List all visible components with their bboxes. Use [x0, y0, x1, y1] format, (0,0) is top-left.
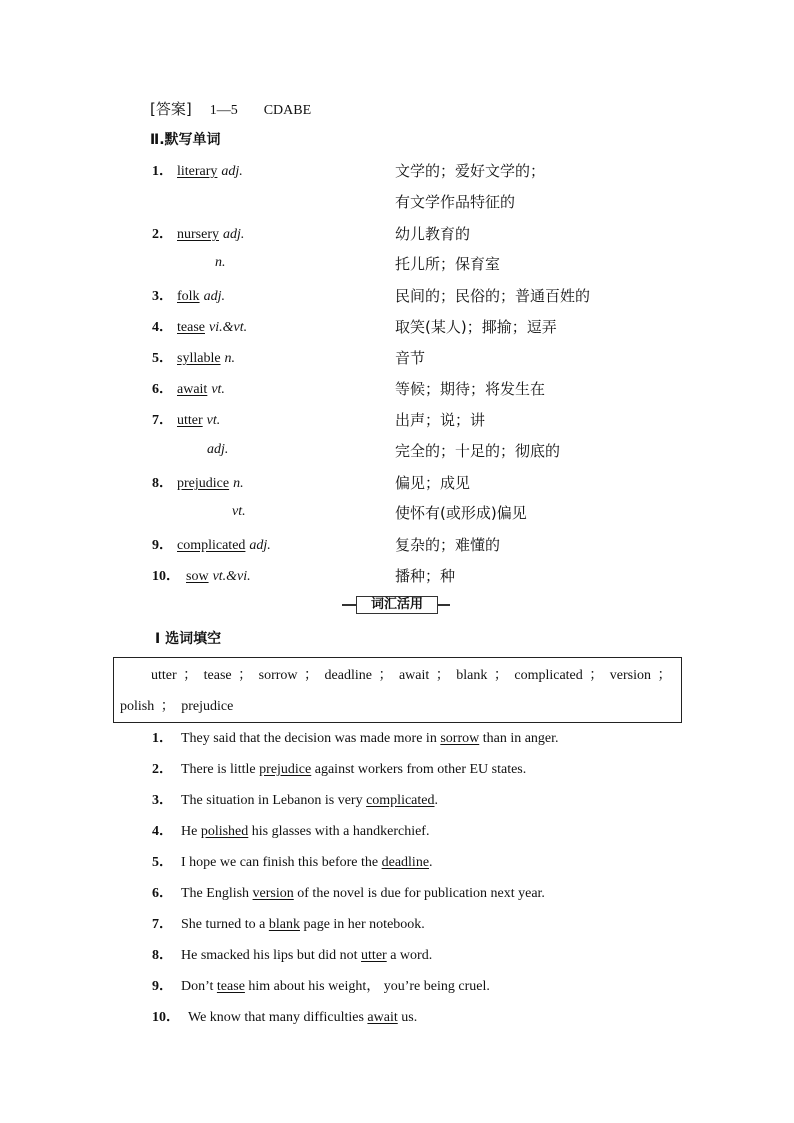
answer-value: CDABE — [263, 103, 312, 118]
vocab-row: 9． complicated adj. — [152, 538, 271, 553]
banner-label: 词汇活用 — [356, 596, 438, 614]
vocab-meaning: 出声；说；讲 — [395, 411, 486, 429]
section-banner — [342, 596, 450, 614]
vocab-row: 1． literary adj. — [152, 164, 243, 179]
vocab-meaning: 取笑(某人)；揶揄；逗弄 — [395, 318, 557, 336]
answer-blank: utter — [361, 948, 387, 963]
sentence-item: 3． The situation in Lebanon is very complicated. — [152, 793, 438, 808]
answer-blank: polished — [200, 824, 249, 839]
answer-blank: prejudice — [259, 762, 312, 777]
word-bank-line: polish ； prejudice — [120, 699, 234, 714]
answer-tag: [答案] — [150, 100, 192, 118]
vocab-meaning: 音节 — [395, 349, 426, 367]
vocab-meaning: 幼儿教育的 — [395, 225, 471, 243]
answer-blank: tease — [216, 979, 245, 994]
sentence-item: 1． They said that the decision was made more in sorrow than in anger. — [152, 731, 559, 746]
answer-blank: complicated — [366, 793, 435, 808]
vocab-meaning: 有文学作品特征的 — [395, 193, 516, 211]
answer-blank: sorrow — [440, 731, 480, 746]
banner-line-right — [436, 604, 450, 606]
vocab-row: 4． tease vi.&vt. — [152, 320, 248, 335]
vocab-meaning: 文学的；爱好文学的； — [395, 162, 546, 180]
sentence-item: 10． We know that many difficulties await us. — [152, 1010, 418, 1025]
sentence-item: 5． I hope we can finish this before the deadline. — [152, 855, 433, 870]
answer-line — [150, 98, 311, 119]
vocab-row: 6． await vt. — [152, 382, 225, 397]
answer-blank: blank — [268, 917, 300, 932]
word-bank-line: utter ； tease ； sorrow ； deadline ； await ； blank ； complicated ； version ； — [151, 668, 672, 683]
section-title-dictation: Ⅱ.默写单词 — [150, 132, 221, 148]
vocab-meaning: 民间的；民俗的；普通百姓的 — [395, 287, 591, 305]
vocab-pos: vt. — [232, 504, 246, 519]
sentence-item: 9． Don’t tease him about his weight， you’re being cruel. — [152, 979, 490, 994]
vocab-row: 8． prejudice n. — [152, 476, 244, 491]
banner-line-left — [342, 604, 356, 606]
word-bank-box — [113, 657, 682, 723]
vocab-row: 10． sow vt.&vi. — [152, 569, 251, 584]
vocab-meaning: 托儿所；保育室 — [395, 255, 501, 273]
vocab-meaning: 复杂的；难懂的 — [395, 536, 501, 554]
sentence-item: 2． There is little prejudice against workers from other EU states. — [152, 762, 527, 777]
sentence-item: 7． She turned to a blank page in her notebook. — [152, 917, 425, 932]
sentence-item: 4． He polished his glasses with a handkerchief. — [152, 824, 430, 839]
sentence-item: 6． The English version of the novel is due for publication next year. — [152, 886, 545, 901]
vocab-row: 7． utter vt. — [152, 413, 221, 428]
vocab-meaning: 播种；种 — [395, 567, 456, 585]
vocab-meaning: 完全的；十足的；彻底的 — [395, 442, 561, 460]
vocab-pos: adj. — [207, 442, 229, 457]
vocab-pos: n. — [215, 255, 226, 270]
sentence-item: 8． He smacked his lips but did not utter a word. — [152, 948, 433, 963]
answer-blank: await — [367, 1010, 398, 1025]
answer-blank: version — [252, 886, 294, 901]
answer-blank: deadline — [381, 855, 430, 870]
vocab-meaning: 等候；期待；将发生在 — [395, 380, 546, 398]
answer-range: 1—5 — [209, 103, 238, 118]
vocab-meaning: 使怀有(或形成)偏见 — [395, 504, 527, 522]
vocab-row: 2． nursery adj. — [152, 227, 245, 242]
section-title-fill-in: Ⅰ 选词填空 — [155, 631, 222, 647]
vocab-row: 3． folk adj. — [152, 289, 225, 304]
vocab-meaning: 偏见；成见 — [395, 474, 471, 492]
vocab-row: 5． syllable n. — [152, 351, 236, 366]
